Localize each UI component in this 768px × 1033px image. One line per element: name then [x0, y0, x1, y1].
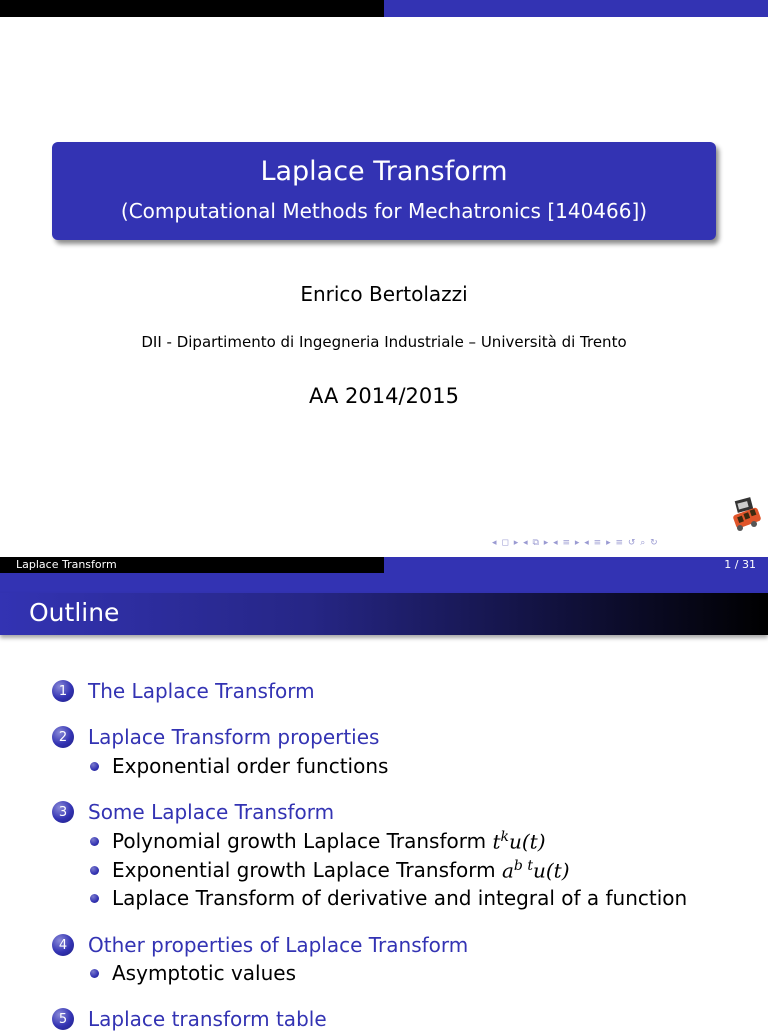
outline-subsection[interactable]	[90, 885, 687, 911]
author-name: Enrico Bertolazzi	[300, 282, 468, 306]
slide2-top-bar	[0, 573, 768, 593]
section-link[interactable]: Some Laplace Transform	[88, 800, 335, 824]
math-expression: $t^ku(t)$	[492, 828, 546, 854]
subsection-text[interactable]: Polynomial growth Laplace Transform	[112, 829, 487, 853]
outline-section-1[interactable]	[52, 677, 315, 705]
subsection-text[interactable]: Exponential growth Laplace Transform	[112, 858, 496, 882]
slide-footer	[0, 557, 768, 573]
subsection-text[interactable]: Laplace Transform of derivative and integral of a function	[112, 886, 688, 910]
section-number-ball: 4	[52, 934, 74, 956]
section-number-ball: 2	[52, 726, 74, 748]
academic-year: AA 2014/2015	[309, 384, 459, 408]
section-link[interactable]: Other properties of Laplace Transform	[88, 933, 469, 957]
university-logo-icon	[730, 497, 762, 533]
section-link[interactable]: Laplace Transform properties	[88, 725, 380, 749]
subsection-text[interactable]: Asymptotic values	[112, 961, 296, 985]
bullet-icon	[90, 837, 99, 846]
title-box	[52, 142, 716, 240]
math-expression: $a^{b t}u(t)$	[501, 857, 570, 883]
outline-section-4[interactable]	[52, 931, 468, 959]
section-link[interactable]: The Laplace Transform	[88, 679, 315, 703]
footer-short-title: Laplace Transform	[0, 557, 384, 573]
section-number-ball: 5	[52, 1008, 74, 1030]
bullet-icon	[90, 762, 99, 771]
outline-section-5[interactable]	[52, 1005, 327, 1033]
top-header-bar	[0, 0, 768, 17]
presentation-subtitle: (Computational Methods for Mechatronics [140466])	[120, 199, 648, 223]
outline-subsection[interactable]	[90, 857, 570, 883]
outline-subsection[interactable]	[90, 828, 546, 854]
bullet-icon	[90, 969, 99, 978]
outline-subsection[interactable]	[90, 960, 296, 986]
bullet-icon	[90, 866, 99, 875]
institute: DII - Dipartimento di Ingegneria Industriale – Università di Trento	[141, 333, 627, 351]
top-bar-right	[384, 0, 768, 17]
presentation-title: Laplace Transform	[260, 156, 508, 187]
top-bar-left	[0, 0, 384, 17]
section-number-ball: 1	[52, 680, 74, 702]
outline-section-3[interactable]	[52, 798, 334, 826]
beamer-navigation-symbols[interactable]: ◂ ◻ ▸ ◂ ⧉ ▸ ◂ ≡ ▸ ◂ ≡ ▸ ≡ ↺ ⌕ ↻	[492, 538, 659, 548]
footer-page-number: 1 / 31	[384, 557, 768, 573]
subsection-text[interactable]: Exponential order functions	[112, 754, 389, 778]
outline-subsection[interactable]	[90, 753, 388, 779]
outline-section-2[interactable]	[52, 723, 379, 751]
section-link[interactable]: Laplace transform table	[88, 1007, 327, 1031]
section-number-ball: 3	[52, 801, 74, 823]
bullet-icon	[90, 894, 99, 903]
frame-title-bar	[0, 593, 768, 635]
frame-title: Outline	[29, 598, 120, 627]
